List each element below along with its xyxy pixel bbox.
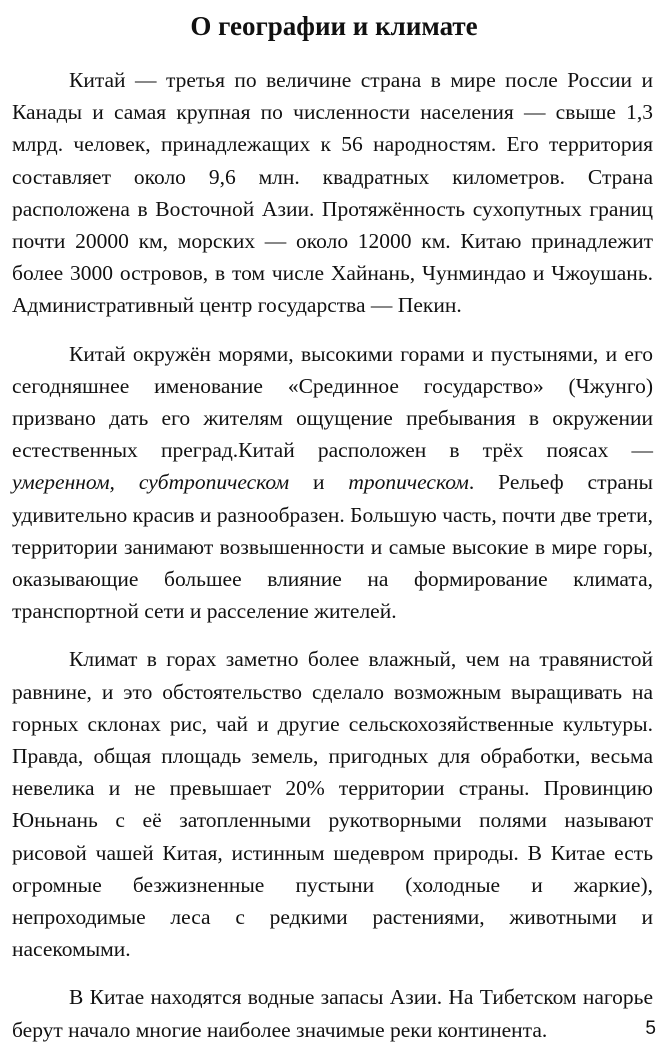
page-number: 5 [645, 1018, 656, 1039]
paragraph-2 [12, 338, 653, 628]
paragraph-2-connector: и [289, 470, 349, 495]
paragraph-4: В Китае находятся водные запасы Азии. На Тибетском нагорье берут начало многие наиболее значимые реки континента. [12, 985, 653, 1042]
climate-zones-italic-2: тропическом [348, 470, 469, 495]
paragraph-2-text-start: Китай окружён морями, высокими горами и пустынями, и его сегодняшнее именование «Срединное государство» (Чжунго) призвано дать его жителям ощущение пребывания в окружении естественных преград.Китай расположен в трёх поясах — [12, 341, 653, 463]
climate-zones-italic-1: умеренном, субтропическом [12, 470, 290, 495]
paragraph-3: Климат в горах заметно более влажный, чем на травянистой равнине, и это обстоятельство сделало возможным выращивать на горных склонах рис, чай и другие сельскохозяйственные культуры. Правда, общая площадь земель, пригодных для обработки, весьма невелика и не превышает 20% территории страны. Провинцию Юньнань с её затопленными рукотворными полями называют рисовой чашей Китая, истинным шедевром природы. В Китае есть огромные безжизненные пустыни (холодные и жаркие), непроходимые леса с редкими растениями, животными и насекомыми. [12, 647, 653, 962]
paragraph-1: Китай — третья по величине страна в мире после России и Канады и самая крупная по численности населения — свыше 1,3 млрд. человек, принадлежащих к 56 народностям. Его территория составляет около 9,6 млн. квадратных километров. Страна расположена в Восточной Азии. Протяжённость сухопутных границ почти 20000 км, морских — около 12000 км. Китаю принадлежит более 3000 островов, в том числе Хайнань, Чунминдао и Чжоушань. Административный центр государства — Пекин. [12, 68, 653, 318]
body-text [12, 64, 653, 1046]
chapter-title: О географии и климате [190, 11, 478, 41]
paragraph-2-text-end: . Рельеф страны удивительно красив и разнообразен. Большую часть, почти две трети, территории занимают возвышенности и самые высокие в мире горы, оказывающие большее влияние на формирование климата, транспортной сети и расселение жителей. [12, 470, 653, 624]
